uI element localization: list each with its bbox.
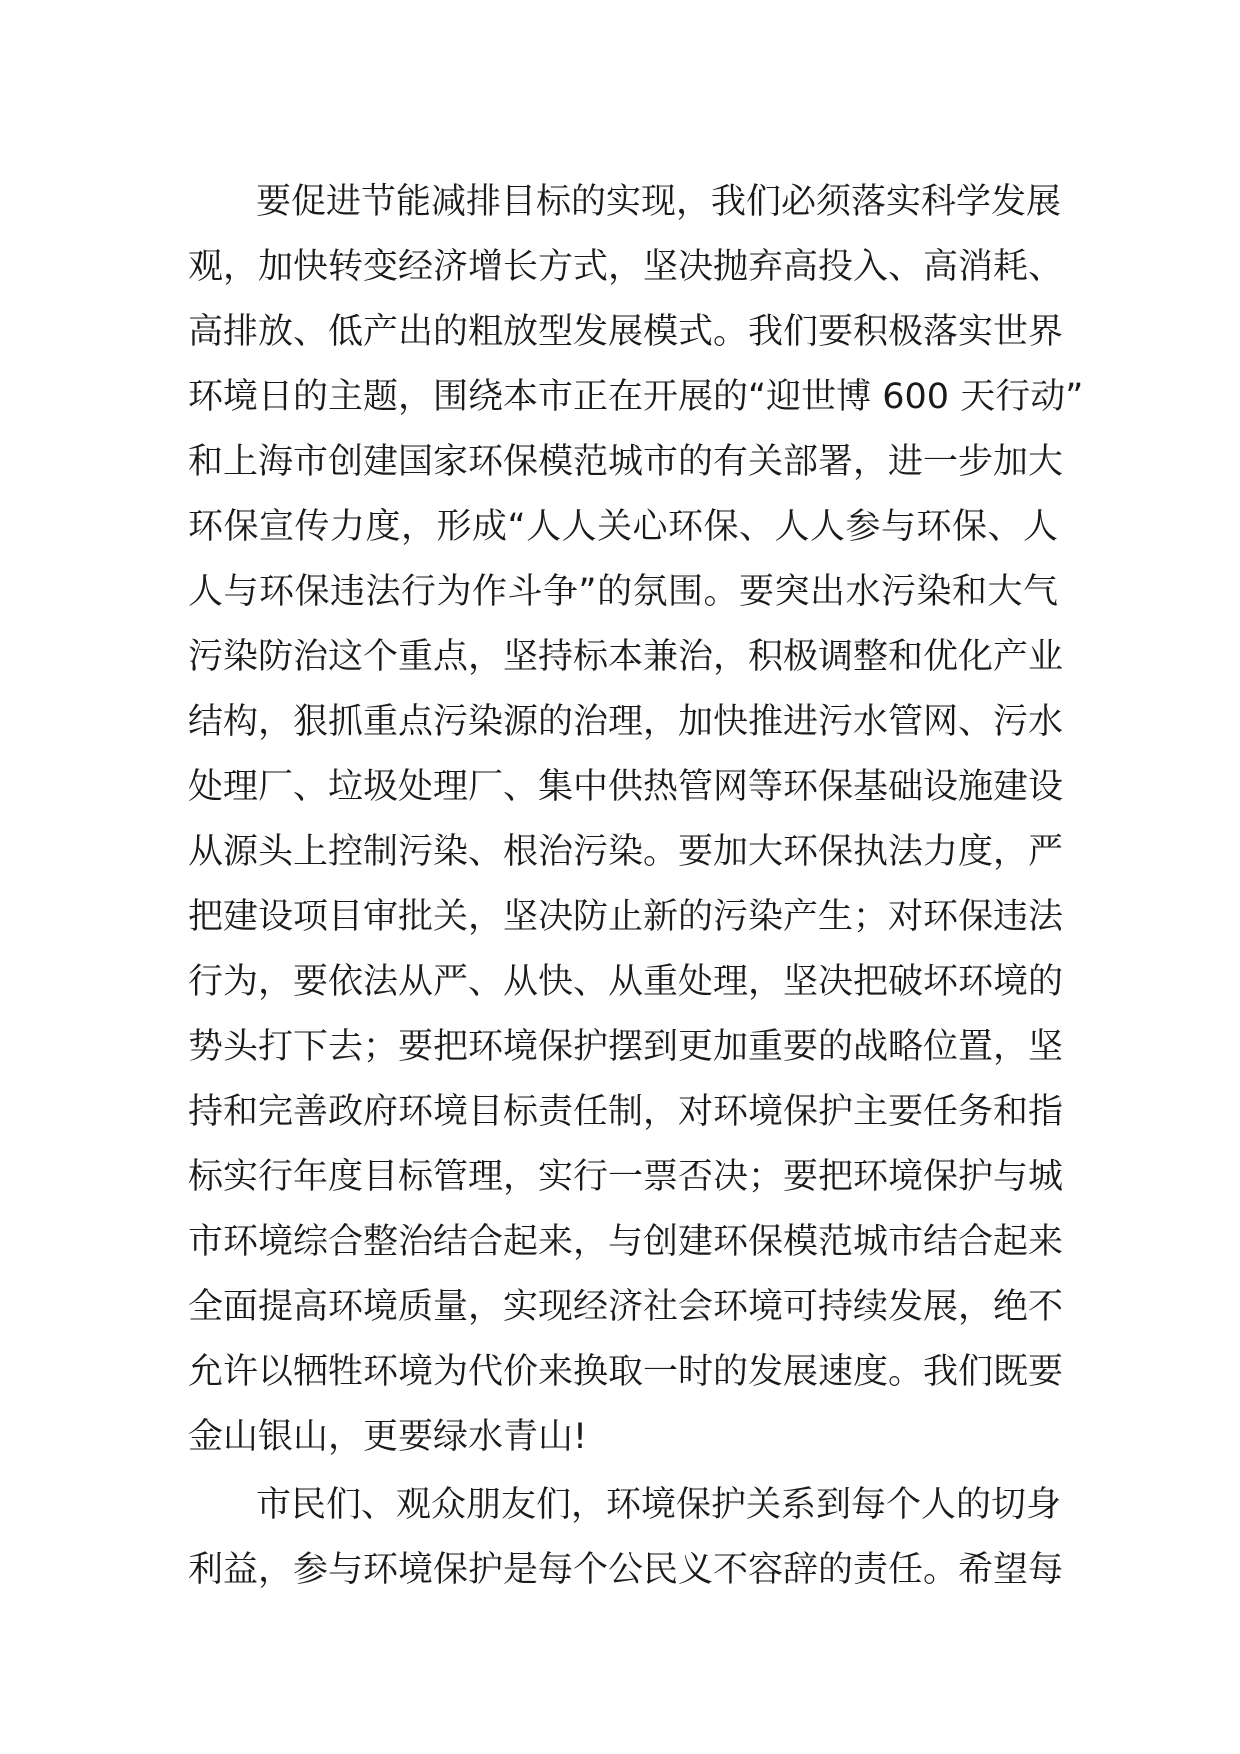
text-line: 人与环保违法行为作斗争”的氛围。要突出水污染和大气 — [188, 572, 1058, 612]
text-line: 市民们、观众朋友们，环境保护关系到每个人的切身 — [256, 1485, 1062, 1525]
text-line: 观，加快转变经济增长方式，坚决抛弃高投入、高消耗、 — [188, 247, 1064, 287]
paragraph-environmental-goals — [188, 170, 1084, 1470]
text-line: 把建设项目审批关，坚决防止新的污染产生；对环保违法 — [188, 897, 1064, 937]
text-line: 势头打下去；要把环境保护摆到更加重要的战略位置，坚 — [188, 1027, 1064, 1067]
text-line: 从源头上控制污染、根治污染。要加大环保执法力度，严 — [188, 832, 1064, 872]
text-line: 金山银山，更要绿水青山! — [188, 1417, 588, 1457]
text-line: 和上海市创建国家环保模范城市的有关部署，进一步加大 — [188, 442, 1064, 482]
text-line: 利益，参与环境保护是每个公民义不容辞的责任。希望每 — [188, 1550, 1064, 1590]
text-line: 允许以牺牲环境为代价来换取一时的发展速度。我们既要 — [188, 1352, 1064, 1392]
text-line: 高排放、低产出的粗放型发展模式。我们要积极落实世界 — [188, 312, 1064, 352]
text-line: 处理厂、垃圾处理厂、集中供热管网等环保基础设施建设 — [188, 767, 1064, 807]
text-line: 要促进节能减排目标的实现，我们必须落实科学发展 — [256, 182, 1062, 222]
text-line: 环保宣传力度，形成“人人关心环保、人人参与环保、人 — [188, 507, 1058, 547]
text-line: 市环境综合整治结合起来，与创建环保模范城市结合起来 — [188, 1222, 1064, 1262]
text-line: 全面提高环境质量，实现经济社会环境可持续发展，绝不 — [188, 1287, 1064, 1327]
paragraph-citizen-appeal — [188, 1473, 1064, 1603]
text-line: 标实行年度目标管理，实行一票否决；要把环境保护与城 — [188, 1157, 1064, 1197]
text-line: 行为，要依法从严、从快、从重处理，坚决把破坏环境的 — [188, 962, 1064, 1002]
text-line: 持和完善政府环境目标责任制，对环境保护主要任务和指 — [188, 1092, 1064, 1132]
text-line: 结构，狠抓重点污染源的治理，加快推进污水管网、污水 — [188, 702, 1064, 742]
text-line: 环境日的主题，围绕本市正在开展的“迎世博 600 天行动” — [188, 377, 1084, 417]
text-line: 污染防治这个重点，坚持标本兼治，积极调整和优化产业 — [188, 637, 1064, 677]
document-body — [188, 170, 1084, 1603]
